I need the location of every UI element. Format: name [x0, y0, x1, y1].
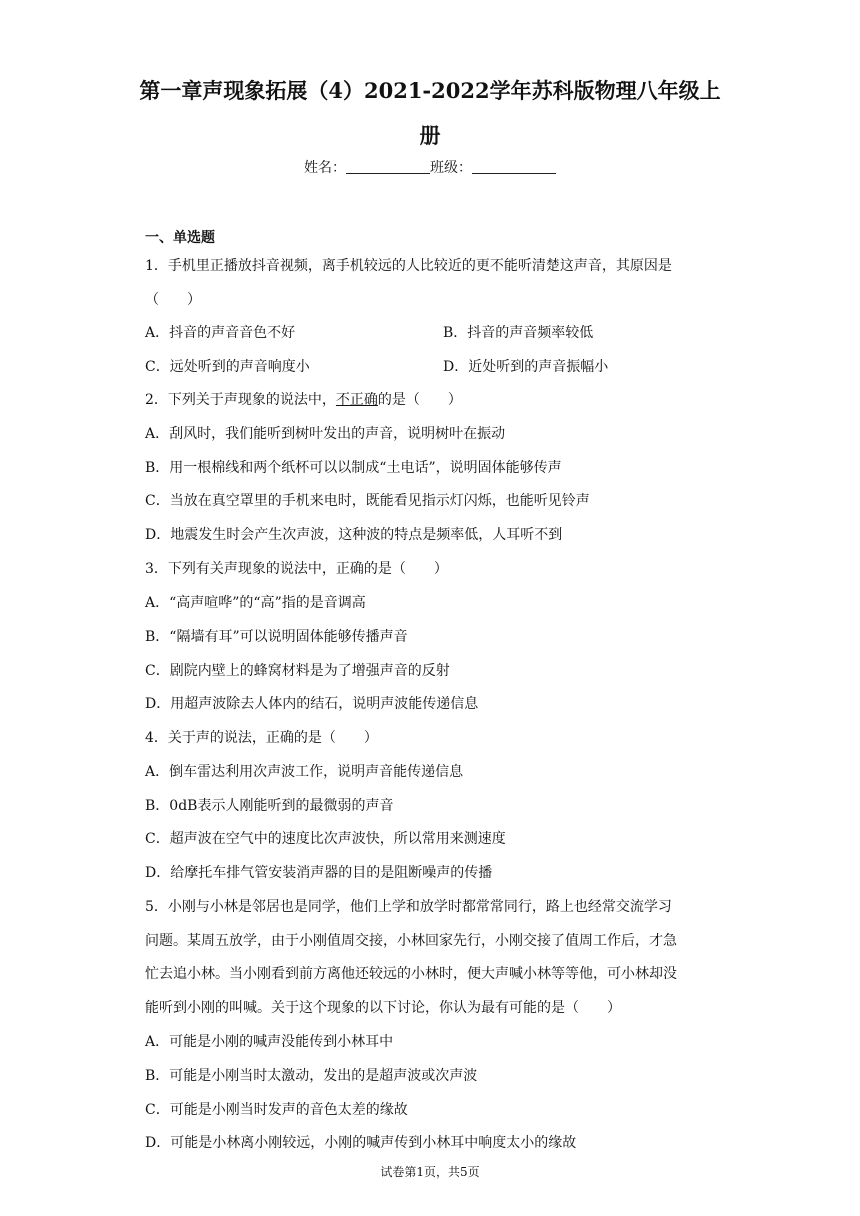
class-blank[interactable]	[472, 159, 556, 174]
question-1-option-c: C．远处听到的声音响度小	[145, 359, 310, 375]
question-5-option-b: B．可能是小刚当时太激动，发出的是超声波或次声波	[145, 1068, 478, 1084]
question-4-option-c: C．超声波在空气中的速度比次声波快，所以常用来测速度	[145, 831, 506, 847]
question-2-option-a: A．刮风时，我们能听到树叶发出的声音，说明树叶在振动	[145, 426, 506, 442]
question-3-option-c: C．剧院内壁上的蜂窝材料是为了增强声音的反射	[145, 663, 450, 679]
question-1-option-a: A．抖音的声音音色不好	[145, 325, 296, 341]
question-2-stem-underlined: 不正确	[335, 392, 378, 408]
question-5-stem-line2: 问题。某周五放学，由于小刚值周交接，小林回家先行，小刚交接了值周工作后，才急	[145, 933, 677, 949]
question-3-option-a: A．“高声喧哗”的“高”指的是音调高	[145, 595, 366, 611]
question-2-stem	[145, 389, 462, 409]
name-blank[interactable]	[346, 159, 430, 174]
question-4-option-b: B．0dB表示人刚能听到的最微弱的声音	[145, 798, 394, 814]
question-4-option-d: D．给摩托车排气管安装消声器的目的是阻断噪声的传播	[145, 865, 493, 881]
question-3-stem: 3．下列有关声现象的说法中，正确的是（ ）	[145, 561, 448, 577]
question-5-option-c: C．可能是小刚当时发声的音色太差的缘故	[145, 1102, 408, 1118]
question-2-stem-suffix: 的是（ ）	[377, 392, 462, 408]
question-1-option-d: D．近处听到的声音振幅小	[443, 359, 609, 375]
question-3-option-b: B．“隔墙有耳”可以说明固体能够传播声音	[145, 629, 408, 645]
student-info-row	[0, 157, 860, 177]
question-1-option-b: B．抖音的声音频率较低	[443, 325, 594, 341]
question-1-stem-line2: （ ）	[145, 292, 201, 308]
name-label: 姓名：	[304, 160, 346, 176]
page-footer: 试卷第1页，共5页	[380, 1165, 480, 1179]
question-2-stem-prefix: 2．下列关于声现象的说法中，	[145, 392, 336, 408]
question-5-stem-line1: 5．小刚与小林是邻居也是同学，他们上学和放学时都常常同行，路上也经常交流学习	[145, 899, 672, 915]
question-5-stem-line3: 忙去追小林。当小刚看到前方离他还较远的小林时，便大声喊小林等等他，可小林却没	[145, 966, 677, 982]
class-label: 班级：	[430, 160, 472, 176]
document-title-line2: 册	[419, 123, 441, 148]
document-title-line1: 第一章声现象拓展（4）2021-2022学年苏科版物理八年级上	[139, 78, 721, 103]
question-3-option-d: D．用超声波除去人体内的结石，说明声波能传递信息	[145, 696, 479, 712]
question-2-option-c: C．当放在真空罩里的手机来电时，既能看见指示灯闪烁，也能听见铃声	[145, 493, 590, 509]
section-heading: 一、单选题	[145, 230, 215, 246]
question-5-option-a: A．可能是小刚的喊声没能传到小林耳中	[145, 1034, 394, 1050]
question-4-option-a: A．倒车雷达利用次声波工作，说明声音能传递信息	[145, 764, 464, 780]
question-2-option-b: B．用一根棉线和两个纸杯可以以制成“土电话”，说明固体能够传声	[145, 460, 562, 476]
question-5-stem-line4: 能听到小刚的叫喊。关于这个现象的以下讨论，你认为最有可能的是（ ）	[145, 1000, 621, 1016]
question-2-option-d: D．地震发生时会产生次声波，这种波的特点是频率低，人耳听不到	[145, 527, 563, 543]
question-1-stem-line1: 1．手机里正播放抖音视频，离手机较远的人比较近的更不能听清楚这声音，其原因是	[145, 258, 672, 274]
question-4-stem: 4．关于声的说法，正确的是（ ）	[145, 730, 378, 746]
question-5-option-d: D．可能是小林离小刚较远，小刚的喊声传到小林耳中响度太小的缘故	[145, 1135, 577, 1151]
